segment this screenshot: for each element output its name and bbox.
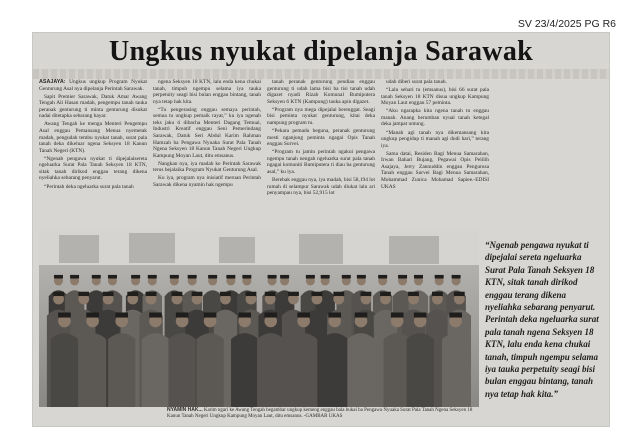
paragraph-text: Nangkan nya, iya madah ke Perintah Sarawak terus bejalaika Program Nyukat Genturung Asal. [153,160,261,174]
songkok-hat [204,312,217,317]
article-column-5 [495,79,603,265]
paragraph-text: “Program tu jamin perintah ngakui pengawa ngempu tanah nengah ngeluarka surat pala tanah ngagai komuniti Bumiputera ti diau ba genturung asal,” ku iya. [267,149,375,175]
songkok-hat [170,275,179,279]
person-body [442,333,469,407]
bleed-through-strip [33,69,609,79]
article-paragraph [381,79,489,86]
person-body [196,333,223,407]
paragraph-text: “Perintah deka ngeluarka surat pala tanah [44,183,134,190]
pull-quote: “Ngenab pengawa nyukat ti dipejalai sereta ngeluarka Surat Pala Tanah Seksyen 18 KTN, sitak tanah dirikod enggau terang dikena nyeliahka sebarang penyarut. Perintah deka ngeluarka surat pala tanah ngena Seksyen 18 KTN, lalu enda kena chukai tanah, timpuh ngempu selama iya tauka perpetuity seagi bisi bulan enggau bintang, tanah nya tetap hak kita.” [485,240,599,399]
person-body [321,333,348,407]
paragraph-text: Sapit Premier Sarawak, Datuk Amar Awang Tengah Ali Hasan madah, pengempu tanah tauka peranak genturung ti minta genturung disukat nadai ditetapka sebarang bayar. [39,93,147,120]
songkok-hat [220,292,231,296]
paragraph-text: Sama datai, Residen Bagi Menua Samarahan, Irwan Bahari Bujang, Pegawai Opis Pelilih Asajaya, Jerry Zannuddin enggau Pengurusa Tanah enggau Survei Bagi Menua Samarahan, Mohammad Zunica Mohamad Sapiee.-EDISI UKAS [381,150,489,190]
songkok-hat [355,312,368,317]
article-paragraph [39,184,147,191]
paragraph-text: Ku iya, program nya inisiatif meruan Perintah Sarawak dikena nyamin hak ngempu [153,175,261,188]
group-photo-image [39,229,479,407]
songkok-hat [414,275,423,279]
paragraph-text: udah diberi surat pala tanah. [386,79,447,85]
photo-caption [167,407,479,420]
songkok-hat [357,275,366,279]
songkok-hat [246,292,257,296]
songkok-hat [454,292,465,296]
article-paragraph [381,151,489,190]
songkok-hat [148,275,157,279]
songkok-hat [268,275,277,279]
songkok-hat [408,292,419,296]
songkok-hat [146,292,157,296]
songkok-hat [321,275,330,279]
article-paragraph [381,87,489,107]
songkok-hat [131,275,140,279]
dateline: ASAJAYA: [39,79,66,85]
songkok-hat [265,292,276,296]
songkok-hat [226,275,235,279]
songkok-hat [53,292,64,296]
songkok-hat [449,312,462,317]
songkok-hat [188,275,197,279]
article-paragraph [39,121,147,154]
songkok-hat [192,292,203,296]
songkok-hat [333,292,344,296]
paragraph-text: tanah peranak genturung pendiau enggau genturung ti udah lama bisi ba tisi tanah udah digazet nyadi Rizab Komunal Bumiputera Seksyen 6 KTN (Kampung) tauka apin digazet. [267,79,375,105]
songkok-hat [306,275,315,279]
songkok-hat [435,275,444,279]
songkok-hat [432,292,443,296]
article-paragraph [153,107,261,159]
songkok-hat [86,312,99,317]
songkok-hat [328,312,341,317]
article-paragraph [267,177,375,197]
paragraph-text: “Program nya mega dipejalai berenggat. Seagi bisi peminta nyukat genturung, kitai deka nampung program tu. [267,106,375,126]
songkok-hat [312,292,323,296]
clipping-label: SV 23/4/2025 PG R6 [517,18,616,30]
person-body [407,333,434,407]
article-paragraph [381,130,489,150]
songkok-hat [70,275,79,279]
person-body [257,333,284,407]
songkok-hat [172,292,183,296]
person-body [108,333,135,407]
paragraph-text: “Ngenab pengawa nyukat ti dipejalaisereta ngeluarka Surat Pala Tanah Seksyen 18 KTN, sitak tanah dirikod enggau terang dikena nyeliahka sebarang penyarut. [39,155,147,182]
songkok-hat [264,312,277,317]
songkok-hat [58,312,71,317]
article-paragraph [267,79,375,105]
paragraph-text: Awang Tengah ke menga Menteri Pengempu Asal enggau Pemansang Menua nyemetak madah, pengudah tembu nyukat tanah, surat pala tanah deka dikeluar ngena Seksyen 18 Kanun Tanah Negeri (KTN). [39,121,147,154]
songkok-hat [297,312,310,317]
paragraph-text: “Tu pengerasing enggau semaya perintah, semua tu ungkup pemaik rayat,” ku iya ngenab teks jaku ti dibacha Menteri Dagang Temuai, Industri Kreatif enggau Seni Pemerindang Sarawak, Datuk Seri Abdul Karim Rahman Hamzah ba Pengawa Nyuaka Surat Pala Tanah Ngena Seksyen 18 Kanun Tanah Negeri Ungkup Kampung Moyan Laut, ditu emsanus. [153,106,261,159]
songkok-hat [242,275,251,279]
songkok-hat [380,292,391,296]
songkok-hat [378,275,387,279]
paragraph-text: Berebak enggau nya, iya madah, bisi 58,194 lot rumah di selampur Sarawak udah diukat lalu ari penyampau nya, bisi 52,915 lot [267,177,375,197]
article-paragraph [39,79,147,92]
songkok-hat [342,275,351,279]
person-body [79,333,106,407]
songkok-hat [115,312,128,317]
songkok-hat [149,312,162,317]
person-body [231,333,258,407]
paragraph-text: “Pekara pemadu beguna, peranak genturung mesti nganjung peminta ngagai Opis Tanah enggau Survei. [267,128,375,148]
songkok-hat [108,275,117,279]
newspaper-clipping [33,33,609,426]
article-paragraph [153,175,261,188]
paragraph-text: Ungkus ungkup Program Nyukat Genturung Asal nya dipelanja Perintah Sarawak. [39,79,147,92]
article-paragraph [267,107,375,127]
songkok-hat [176,312,189,317]
songkok-hat [398,275,407,279]
songkok-hat [103,292,114,296]
songkok-hat [288,292,299,296]
article-paragraph [39,156,147,182]
paragraph-text: “Lalu sehari tu (emsanus), bisi 66 surat pala tanah Seksyen 18 KTN disua ungkup Kampung Moyan Laut enggau 57 peminta. [381,87,489,107]
songkok-hat [127,292,138,296]
article-paragraph [381,108,489,128]
songkok-hat [391,312,404,317]
caption-text: Karim ngari ke Awang Tengah begambar ungkup kemeng enggau bala bukai ba Pengawa Nyuaka Surat Pala Tanah Ngena Seksyen 18 Kanun Tanah Negeri Ungkup Kampung Moyan Laut, ditu emsanus. -GAMBAR UKAS [167,408,473,419]
person-body [347,333,374,407]
article-paragraph [153,161,261,174]
article-paragraph [267,128,375,148]
article-paragraph [153,79,261,105]
songkok-hat [280,275,289,279]
songkok-hat [452,275,461,279]
songkok-hat [54,275,63,279]
person-body [51,333,78,407]
person-body [290,333,317,407]
songkok-hat [78,292,89,296]
group-photo [39,229,479,407]
songkok-hat [238,312,251,317]
headline: Ungkus nyukat dipelanja Sarawak [109,36,533,67]
person-body [142,333,169,407]
caption-lead: NYAMIN HAK... [167,407,203,413]
paragraph-text: “Aku ngarapka kita ngena tanah tu enggau manah. Anang berumban nyual tanah ketegal deka jampat untung. [381,108,489,128]
article-paragraph [39,94,147,120]
paragraph-text: “Manah agi tanah nya dikemansang kita ungkup pengidup ti manah agi dudi hari,” terang iya. [381,129,489,149]
songkok-hat [361,292,372,296]
person-body [168,333,195,407]
songkok-hat [414,312,427,317]
paragraph-text: ngena Seksyen 18 KTN, lalu enda kena chukai tanah, timpuh ngempu selama iya tauka perpetuity seagi bisi bulan enggau bintang, tanah nya tetap hak kita. [153,79,261,105]
songkok-hat [208,275,217,279]
songkok-hat [92,275,101,279]
article-paragraph [267,149,375,175]
